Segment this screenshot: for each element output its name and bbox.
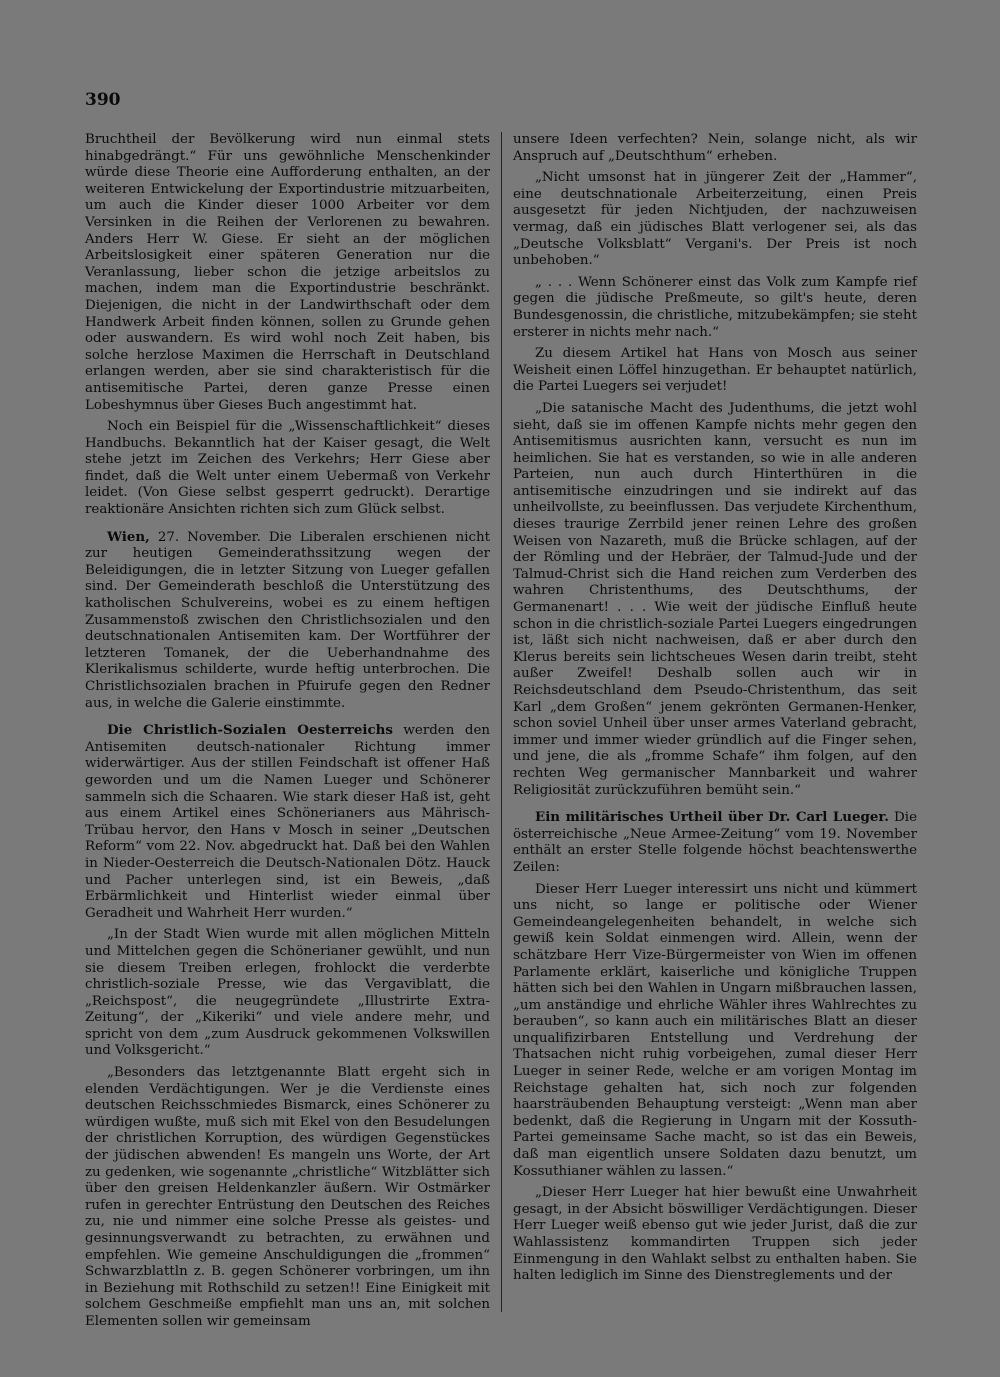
- article-body: werden den Antisemiten deutsch-nationaler Richtung immer widerwärtiger. Aus der stillen Feindschaft ist offener Haß geworden und um die Namen Lueger und Schönerer sammeln sich die Schaaren. Wie stark dieser Haß ist, geht aus einem Artikel eines Schönerianers aus Mährisch-Trübau hervor, den Hans v Mosch in seiner „Deutschen Reform“ vom 22. Nov. abgedruckt hat. Daß bei den Wahlen in Nieder-Oesterreich die Deutsch-Nationalen Dötz. Hauck und Pacher unterlegen sind, ist ein Beweis, „daß Erbärmlichkeit und Hinterlist wieder einmal über Geradheit und Wahrheit Herr wurden.“: [85, 723, 491, 921]
- right-column: [513, 132, 917, 1285]
- paragraph: Bruchtheil der Bevölkerung wird nun einmal stets hinabgedrängt.“ Für uns gewöhnliche Menschenkinder würde diese Theorie eine Aufforderung enthalten, an der weiteren Entwickelung der Exportindustrie mitzuarbeiten, um auch die Kinder dieser 1000 Arbeiter vor dem Versinken in die Reihen der Verlorenen zu bewahren. Anders Herr W. Giese. Er sieht an der möglichen Arbeitslosigkeit einer späteren Generation nur die Veranlassung, lieber schon die jetzige arbeitslos zu machen, indem man die Exportindustrie beschränkt. Diejenigen, die nicht in der Landwirthschaft oder dem Handwerk Arbeit finden können, sollen zu Grunde gehen oder auswandern. Es wird wohl noch Zeit haben, bis solche herzlose Maximen die Herrschaft in Deutschland erlangen werden, aber sie sind charakteristisch für die antisemitische Partei, deren ganze Presse einen Lobeshymnus über Gieses Buch angestimmt hat.: [85, 132, 490, 413]
- quote-paragraph: „Nicht umsonst hat in jüngerer Zeit der „Hammer“, eine deutschnationale Arbeiterzeitung, einen Preis ausgesetzt für jeden Nichtjuden, der nachzuweisen vermag, daß ein jüdisches Blatt verlogener sei, als das „Deutsche Volksblatt“ Vergani's. Der Preis ist noch unbehoben.“: [513, 170, 917, 269]
- quote-paragraph: „Die satanische Macht des Judenthums, die jetzt wohl sieht, daß sie im offenen Kampfe nichts mehr gegen den Antisemitismus ausrichten kann, versucht es nun im heimlichen. Sie hat es verstanden, so wie in alle anderen Parteien, nun auch durch Hinterthüren in die antisemitische einzudringen und sie indirekt auf das unheilvollste, zu beeinflussen. Das verjudete Kirchenthum, dieses traurige Zerrbild jener reinen Lehre des großen Weisen von Nazareth, muß die Brücke schlagen, auf der der Römling und der Hebräer, der Talmud-Jude und der Talmud-Christ sich die Hand reichen zum Verderben des wahren Christenthums, des Deutschthums, der Germanenart! . . . Wie weit der jüdische Einfluß heute schon in die christlich-soziale Partei Luegers eingedrungen ist, läßt sich nicht nachweisen, daß er aber durch den Klerus bereits sein lichtscheues Wesen darin treibt, steht außer Zweifel! Deshalb sollen auch wir in Reichsdeutschland dem Pseudo-Christenthum, das seit Karl „dem Großen“ jenem gekrönten Germanen-Henker, schon soviel Unheil über unser armes Vaterland gebracht, immer und immer wieder gründlich auf die Finger sehen, und jene, die als „fromme Schafe“ ihm folgen, auf den rechten Weg germanischer Mannbarkeit und wahrer Religiosität zurückzuführen bemüht sein.“: [513, 400, 917, 798]
- paragraph: Noch ein Beispiel für die „Wissenschaftlichkeit“ dieses Handbuchs. Bekanntlich hat der Kaiser gesagt, die Welt stehe jetzt im Zeichen des Verkehrs; Herr Giese aber findet, daß die Welt unter einem Uebermaß von Verkehr leidet. (Von Giese selbst gesperrt gedruckt). Derartige reaktionäre Ansichten richten sich zum Glück selbst.: [85, 419, 490, 518]
- paragraph: Zu diesem Artikel hat Hans von Mosch aus seiner Weisheit einen Löffel hinzugethan. Er behauptet natürlich, die Partei Luegers sei verjudet!: [513, 346, 917, 395]
- paragraph: unsere Ideen verfechten? Nein, solange nicht, als wir Anspruch auf „Deutschthum“ erheben.: [513, 132, 917, 164]
- quote-paragraph: „ . . . Wenn Schönerer einst das Volk zum Kampfe rief gegen die jüdische Preßmeute, so gilt's heute, deren Bundesgenossin, die christliche, mitzubekämpfen; sie steht ersterer in nichts mehr nach.“: [513, 274, 917, 340]
- quote-paragraph: „Besonders das letztgenannte Blatt ergeht sich in elenden Verdächtigungen. Wer je die Verdienste eines deutschen Reichsschmiedes Bismarck, eines Schönerer zu würdigen wußte, muß sich mit Ekel von den Besudelungen der christlichen Korruption, des würdigen Gegenstückes der jüdischen abwenden! Es mangeln uns Worte, der Art zu gedenken, wie sogenannte „christliche“ Witzblätter sich über den greisen Heldenkanzler äußern. Wir Ostmärker rufen in gerechter Entrüstung den Deutschen des Reiches zu, nie und nimmer eine solche Presse als geistes- und gesinnungsverwandt zu betrachten, zu erwähnen und empfehlen. Wie gemeine Anschuldigungen die „frommen“ Schwarzblattln z. B. gegen Schönerer vorbringen, um ihn in Beziehung mit Rothschild zu setzen!! Eine Einigkeit mit solchem Geschmeiße empfiehlt man uns an, mit solchen Elementen sollen wir gemeinsam: [85, 1065, 490, 1329]
- page-number: 390: [85, 90, 121, 110]
- article-vienna: [85, 529, 490, 713]
- left-column: [85, 132, 490, 1331]
- quote-paragraph: Dieser Herr Lueger interessirt uns nicht und kümmert uns nicht, so lange er politische oder Wiener Gemeindeangelegenheiten behandelt, in welche sich gewiß kein Soldat einmengen wird. Allein, wenn der schätzbare Herr Vize-Bürgermeister von Wien im offenen Parlamente erklärt, kaiserliche und königliche Truppen hätten sich bei den Wahlen in Ungarn mißbrauchen lassen, „um anständige und ehrliche Wähler ihres Wahlrechtes zu berauben“, so kann auch ein militärisches Blatt an dieser unqualifizirbaren Entstellung und Verdrehung der Thatsachen nicht ruhig vorbeigehen, zumal dieser Herr Lueger in seiner Rede, welche er am vorigen Montag im Reichstage gehalten hat, sich noch zur folgenden haarsträubenden Behauptung versteigt: „Wenn man aber bedenkt, daß die Regierung in Ungarn mit der Kossuth-Partei gemeinsame Sache macht, so ist das ein Beweis, daß man eigentlich unsere Soldaten dazu benutzt, um Kossuthianer wählen zu lassen.“: [513, 881, 917, 1179]
- article-christian-socials: [85, 722, 490, 922]
- quote-paragraph: „Dieser Herr Lueger hat hier bewußt eine Unwahrheit gesagt, in der Absicht böswilliger Verdächtigungen. Dieser Herr Lueger weiß ebenso gut wie jeder Jurist, daß die zur Wahlassistenz kommandirten Truppen sich jeder Einmengung in den Wahlakt selbst zu enthalten haben. Sie halten lediglich im Sinne des Dienstreglements und der: [513, 1185, 917, 1284]
- article-body: 27. November. Die Liberalen erschienen nicht zur heutigen Gemeinderathssitzung wegen der Beleidigungen, die in letzter Sitzung von Lueger gefallen sind. Der Gemeinderath beschloß die Unterstützung des katholischen Schulvereins, wobei es zu einem heftigen Zusammenstoß zwischen den Christlichsozialen und den deutschnationalen Antisemiten kam. Der Wortführer der letzteren Tomanek, der die Ueberhandnahme des Klerikalismus schilderte, wurde heftig unterbrochen. Die Christlichsozialen brachen in Pfuirufe gegen den Redner aus, in welche die Galerie einstimmte.: [85, 529, 490, 711]
- article-heading: Die Christlich-Sozialen Oesterreichs: [107, 722, 393, 739]
- column-divider: [501, 132, 502, 1312]
- article-body: Die österreichische „Neue Armee-Zeitung“ vom 19. November enthält an erster Stelle folgende höchst beachtenswerthe Zeilen:: [513, 810, 917, 875]
- quote-paragraph: „In der Stadt Wien wurde mit allen möglichen Mitteln und Mittelchen gegen die Schönerianer gewühlt, und nun sie diesem Treiben erlegen, frohlockt die verderbte christlich-soziale Presse, wie das Vergaviblatt, die „Reichspost“, die neugegründete „Illustrirte Extra-Zeitung“, der „Kikeriki“ und viele andere mehr, und spricht von dem „zum Ausdruck gekommenen Volkswillen und Volksgericht.“: [85, 927, 490, 1059]
- article-heading: Wien,: [107, 528, 150, 545]
- article-military-judgment: [513, 809, 917, 876]
- article-heading: Ein militärisches Urtheil über Dr. Carl Lueger.: [535, 809, 889, 826]
